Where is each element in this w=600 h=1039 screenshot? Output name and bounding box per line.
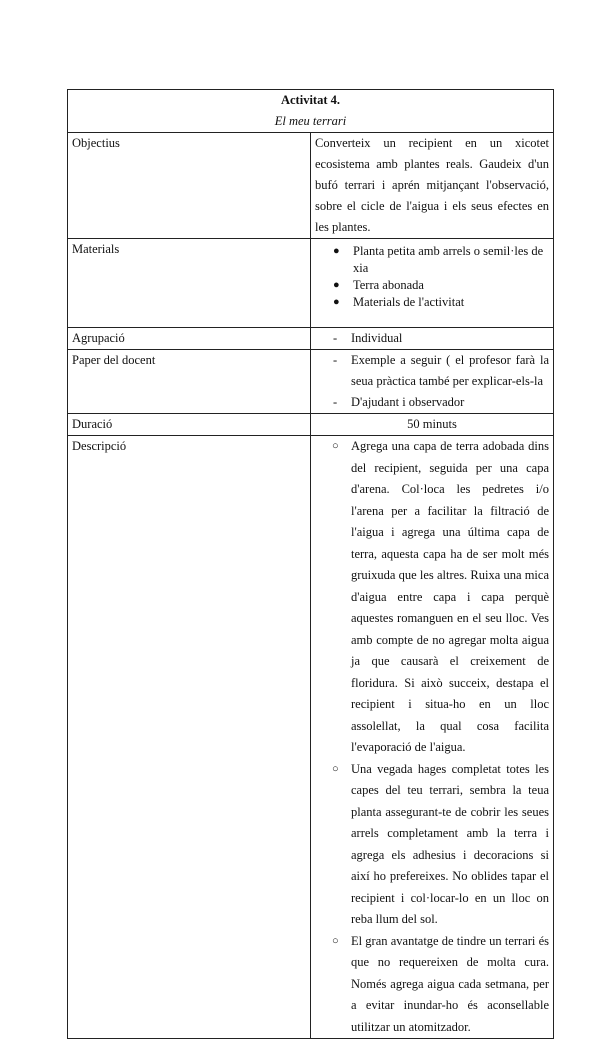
dash-icon: - (333, 331, 338, 345)
title-cell (68, 90, 554, 133)
bullet-icon: ● (333, 296, 340, 308)
label-descripcio: Descripció (68, 436, 311, 1039)
label-duracio: Duració (68, 414, 311, 436)
list-item: - Individual (351, 328, 549, 349)
row-descripcio (68, 436, 554, 1039)
list-item: ● Materials de l'activitat (333, 295, 465, 309)
value-objectius: Converteix un recipient en un xicotet ecosistema amb plantes reals. Gaudeix d'un bufó terrari i aprén mitjançant l'observació, sobre el cicle de l'aigua i els seus efectes en les plantes. (311, 133, 554, 239)
bullet-icon: ● (333, 279, 340, 291)
label-objectius: Objectius (68, 133, 311, 239)
bullet-icon: ● (333, 245, 340, 257)
value-agrupacio (311, 328, 554, 350)
label-agrupacio: Agrupació (68, 328, 311, 350)
circle-bullet-icon: ○ (332, 934, 339, 947)
materials-list (315, 243, 549, 311)
list-item: ○ El gran avantatge de tindre un terrari és que no requereixen de molta cura. Només agrega aigua cada setmana, per a evitar inundar-ho és aconsellable utilitzar un atomitzador. (351, 931, 549, 1039)
value-duracio: 50 minuts (311, 414, 554, 436)
label-paper-docent: Paper del docent (68, 350, 311, 414)
activity-table (67, 89, 554, 1039)
value-materials (311, 239, 554, 328)
list-item: ● Terra abonada (333, 278, 424, 292)
label-materials: Materials (68, 239, 311, 328)
value-paper-docent (311, 350, 554, 414)
circle-bullet-icon: ○ (332, 762, 339, 775)
list-item: ● Planta petita amb arrels o semil·les de xia (333, 244, 544, 275)
row-materials (68, 239, 554, 328)
list-item: ○ Una vegada hages completat totes les capes del teu terrari, sembra la teua planta assegurant-te de cobrir les seues arrels completament amb la terra i agrega els adhesius i decoracions si així ho prefereixes. No oblides tapar el recipient i col·locar-lo en un lloc on reba llum del sol. (351, 759, 549, 931)
list-item: - Exemple a seguir ( el profesor farà la seua pràctica també per explicar-els-la (351, 350, 549, 392)
dash-icon: - (333, 395, 338, 409)
list-item: - D'ajudant i observador (351, 392, 549, 413)
row-paper-docent (68, 350, 554, 414)
activity-subtitle: El meu terrari (274, 114, 347, 128)
dash-icon: - (333, 353, 338, 367)
value-descripcio (311, 436, 554, 1039)
agrupacio-list (315, 328, 549, 349)
paper-list (315, 350, 549, 413)
row-objectius (68, 133, 554, 239)
title-row (68, 90, 554, 133)
row-duracio (68, 414, 554, 436)
circle-bullet-icon: ○ (332, 440, 339, 452)
list-item: ○ Agrega una capa de terra adobada dins del recipient, seguida per una capa d'arena. Col·loca les pedretes i/o l'arena per a facilitar la filtració de l'aigua i agrega una última capa de terra, aquesta capa ha de ser molt més gruixuda que les altres. Ruixa una mica d'aigua entre capa i capa perquè aquestes romanguen en el seu lloc. Ves amb compte de no agregar molta aigua ja que causarà el creixement de floridura. Si això succeix, destapa el recipient i situa-ho en un lloc assolellat, la qual cosa facilita l'evaporació de l'aigua. (351, 436, 549, 759)
row-agrupacio (68, 328, 554, 350)
activity-title: Activitat 4. (280, 93, 340, 107)
descripcio-list (315, 436, 549, 1038)
